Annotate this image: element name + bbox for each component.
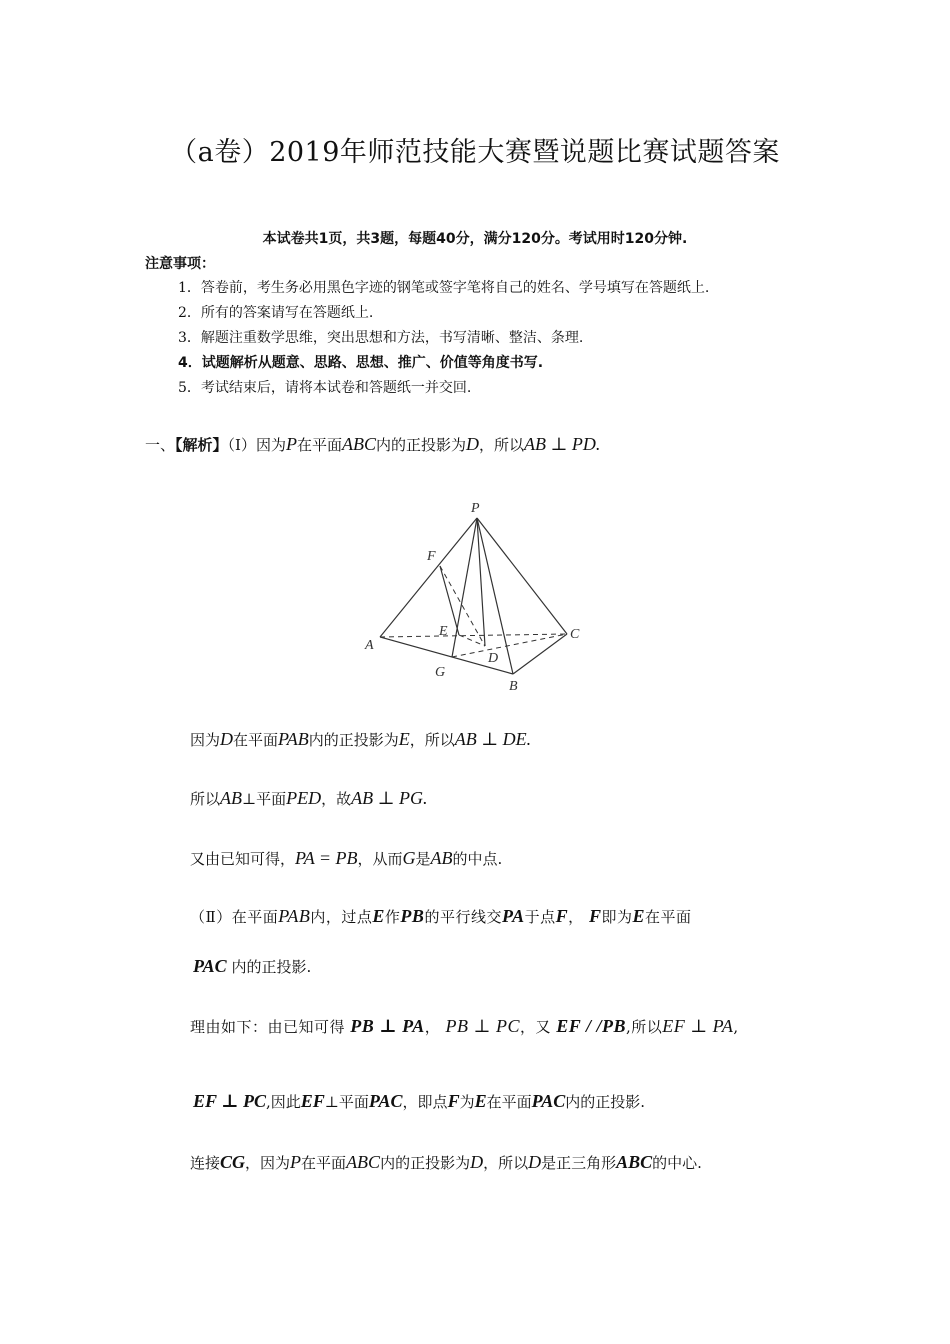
pyramid-figure	[355, 490, 595, 700]
solution-line-6: PAC 内的正投影.	[193, 956, 312, 976]
label-C: C	[570, 627, 580, 642]
analysis-tag: 【解析】	[175, 436, 228, 454]
notes-heading: 注意事项：	[145, 256, 215, 272]
edge-AC-hidden	[380, 634, 567, 637]
label-P: P	[471, 501, 480, 516]
label-G: G	[435, 665, 446, 680]
edge-PA	[380, 518, 477, 637]
note-item: 3．解题注重数学思维，突出思想和方法，书写清晰、整洁、条理.	[178, 330, 584, 346]
note-item: 4．试题解析从题意、思路、思想、推广、价值等角度书写.	[178, 355, 544, 371]
label-D: D	[488, 651, 499, 666]
note-item: 2．所有的答案请写在答题纸上.	[178, 305, 374, 321]
label-A: A	[365, 638, 374, 653]
exam-intro: 本试卷共1页，共3题，每题40分，满分120分。考试用时120分钟.	[262, 231, 688, 247]
segment-GC-hidden	[452, 634, 567, 657]
label-E: E	[439, 624, 448, 639]
solution-line-2: 因为D在平面PAB内的正投影为E，所以AB ⊥ DE.	[190, 729, 532, 749]
solution-part2-line: （Ⅱ）在平面PAB内，过点E作PB的平行线交PA于点F， F即为E在平面	[190, 906, 692, 926]
solution-line-8: EF ⊥ PC,因此EF⊥平面PAC，即点F为E在平面PAC内的正投影.	[193, 1091, 646, 1111]
note-item: 5．考试结束后，请将本试卷和答题纸一并交回.	[178, 380, 472, 396]
note-item: 1．答卷前，考生务必用黑色字迹的钢笔或签字笔将自己的姓名、学号填写在答题纸上.	[178, 280, 710, 296]
solution-line-3: 所以AB⊥平面PED，故AB ⊥ PG.	[190, 788, 428, 808]
label-B: B	[509, 679, 518, 694]
label-F: F	[427, 549, 436, 564]
solution-line-9: 连接CG，因为P在平面ABC内的正投影为D，所以D是正三角形ABC的中心.	[190, 1152, 702, 1172]
solution-part1-line: 一、【解析】（Ⅰ）因为P在平面ABC内的正投影为D，所以AB ⊥ PD.	[145, 434, 601, 454]
solution-line-7: 理由如下：由已知可得 PB ⊥ PA， PB ⊥ PC，又 EF / /PB,所以EF ⊥ PA,	[190, 1016, 739, 1036]
segment-ED-hidden	[459, 635, 485, 646]
solution-line-4: 又由已知可得，PA = PB，从而G是AB的中点.	[190, 848, 503, 868]
page-title: （a卷）2019年师范技能大赛暨说题比赛试题答案	[170, 137, 780, 168]
edge-BC	[513, 634, 567, 674]
